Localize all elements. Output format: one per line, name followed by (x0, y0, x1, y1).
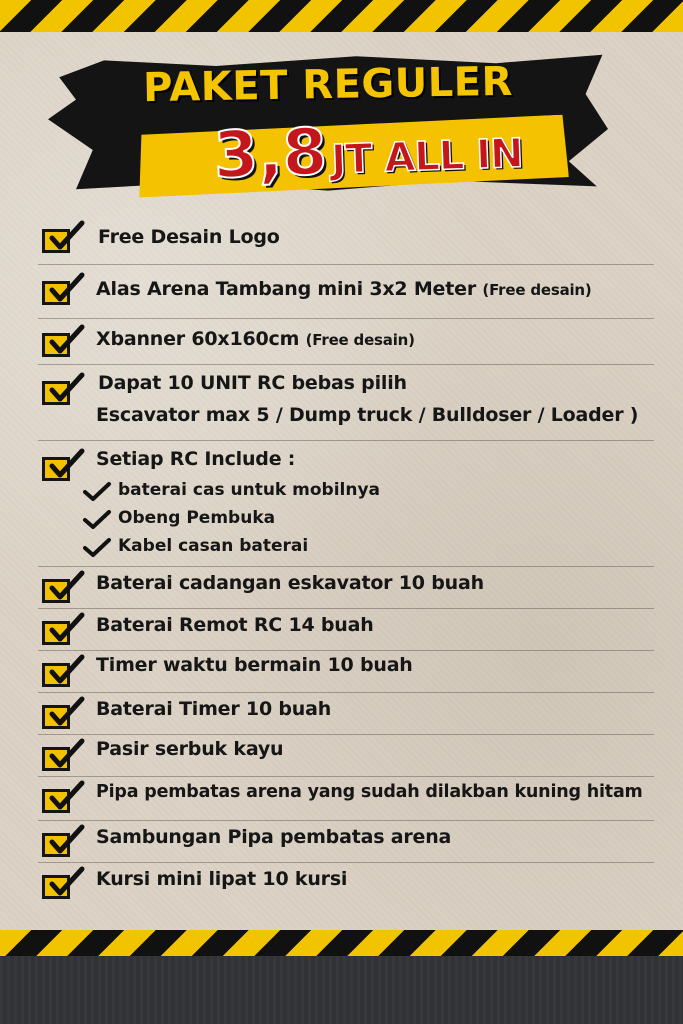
list-item (38, 318, 654, 365)
sub-item: Kabel casan baterai (118, 536, 308, 556)
checked-box-icon (42, 276, 76, 306)
list-item (38, 440, 654, 567)
item-label: Pipa pembatas arena yang sudah dilakban kuning hitam (96, 782, 643, 802)
checked-box-icon (42, 784, 76, 814)
item-label: Dapat 10 UNIT RC bebas pilih (98, 372, 407, 394)
hazard-stripe-top (0, 0, 683, 32)
item-note: (Free desain) (482, 281, 592, 299)
checked-box-icon (42, 658, 76, 688)
checked-box-icon (42, 742, 76, 772)
package-title: PAKET REGULER (142, 58, 514, 112)
checked-box-icon (42, 328, 76, 358)
checked-box-icon (42, 828, 76, 858)
list-item (38, 776, 654, 821)
item-detail: Escavator max 5 / Dump truck / Bulldoser / Loader ) (96, 404, 639, 426)
price-unit: JT ALL IN (330, 130, 524, 184)
item-label: Pasir serbuk kayu (96, 738, 284, 760)
asphalt-footer (0, 956, 683, 1024)
item-label: Baterai Remot RC 14 buah (96, 614, 374, 636)
list-item (38, 216, 654, 265)
item-label: Alas Arena Tambang mini 3x2 Meter (Free desain) (96, 278, 592, 300)
checked-box-icon (42, 574, 76, 604)
list-item (38, 692, 654, 735)
item-label: Free Desain Logo (98, 226, 280, 248)
hazard-stripe-bottom (0, 930, 683, 956)
list-item (38, 650, 654, 693)
item-note: (Free desain) (305, 331, 415, 349)
item-label: Baterai cadangan eskavator 10 buah (96, 572, 484, 594)
checked-box-icon (42, 616, 76, 646)
item-label: Xbanner 60x160cm (Free desain) (96, 328, 415, 350)
sub-item: baterai cas untuk mobilnya (118, 480, 380, 500)
header-banner (48, 44, 628, 194)
item-label: Setiap RC Include : (96, 448, 296, 470)
list-item (38, 364, 654, 441)
list-item (38, 862, 654, 906)
checked-box-icon (42, 224, 76, 254)
price-amount: 3,8 (212, 115, 329, 194)
item-label: Timer waktu bermain 10 buah (96, 654, 413, 676)
price-label (157, 107, 579, 196)
list-item (38, 608, 654, 651)
checked-box-icon (42, 376, 76, 406)
item-label: Sambungan Pipa pembatas arena (96, 826, 452, 848)
checked-box-icon (42, 452, 76, 482)
list-item (38, 264, 654, 319)
item-label: Baterai Timer 10 buah (96, 698, 332, 720)
sub-item: Obeng Pembuka (118, 508, 275, 528)
list-item (38, 734, 654, 777)
list-item (38, 566, 654, 609)
item-label: Kursi mini lipat 10 kursi (96, 868, 348, 890)
checked-box-icon (42, 700, 76, 730)
list-item (38, 820, 654, 863)
checked-box-icon (42, 870, 76, 900)
